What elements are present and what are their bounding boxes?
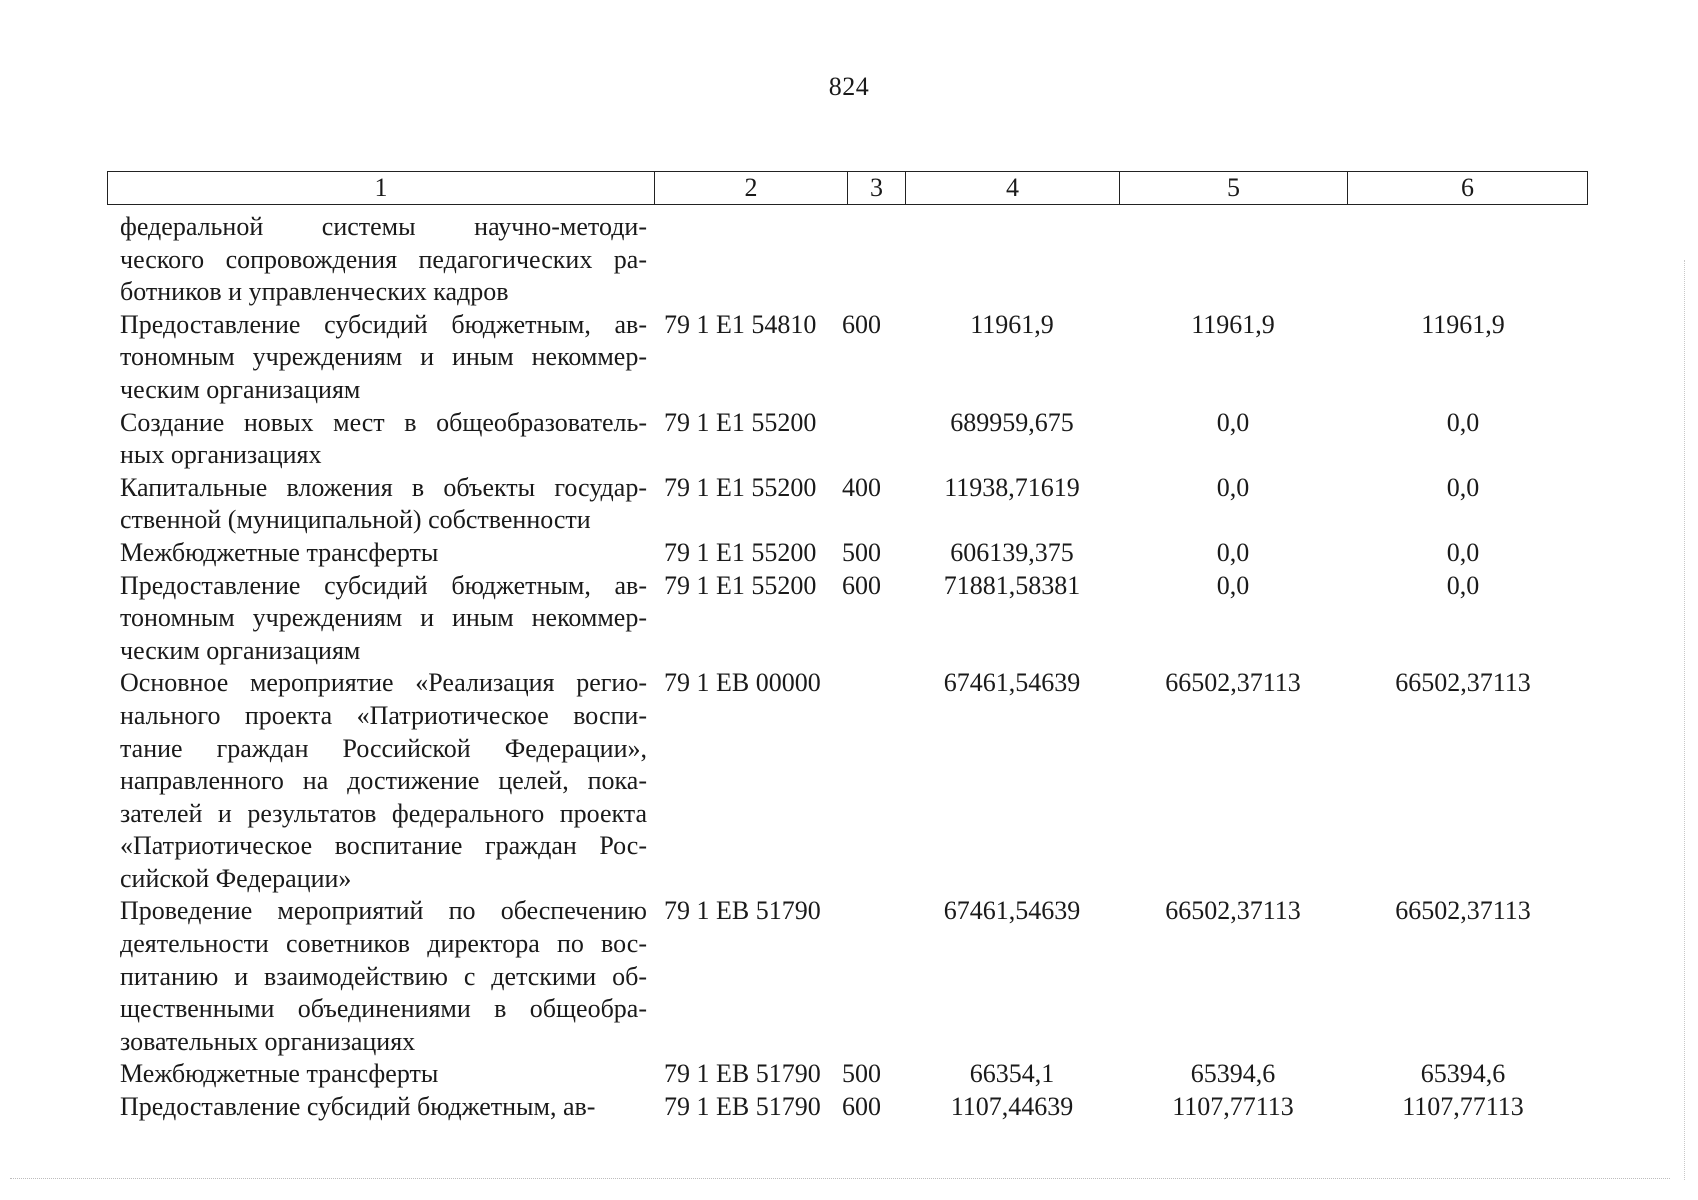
row-code: 79 1 E1 55200 (664, 472, 817, 502)
row-value-col6: 66502,37113 (1395, 668, 1531, 698)
row-description (107, 309, 647, 407)
row-code: 79 1 E1 55200 (664, 537, 817, 567)
page-number: 824 (828, 72, 870, 101)
description-line: Создание новых мест в общеобразователь- (120, 407, 647, 437)
description-line: тание граждан Российской Федерации», (120, 733, 647, 763)
description-line: направленного на достижение целей, пока- (120, 766, 647, 796)
description-line: Межбюджетные трансферты (120, 537, 439, 567)
row-code: 79 1 E1 55200 (664, 407, 817, 437)
row-value-col4: 71881,58381 (943, 570, 1081, 600)
header-col-3: 3 (848, 172, 906, 204)
row-value-col4: 11961,9 (970, 309, 1054, 339)
table-row (107, 1058, 1588, 1091)
table-row (107, 570, 1588, 668)
description-line: федеральной системы научно-методи- (120, 212, 647, 241)
description-line: тономным учреждениям и иным некоммер- (120, 342, 647, 372)
row-description (107, 570, 647, 668)
row-value-col6: 0,0 (1446, 570, 1480, 600)
row-value-col5: 11961,9 (1191, 309, 1275, 339)
row-value-col5: 66502,37113 (1165, 896, 1301, 926)
row-expense-type: 600 (842, 1092, 881, 1122)
table-row (107, 1091, 1588, 1124)
row-value-col5: 1107,77113 (1172, 1092, 1294, 1122)
row-code: 79 1 EB 51790 (664, 896, 821, 926)
row-value-col5: 0,0 (1216, 472, 1250, 502)
description-line: нального проекта «Патриотическое воспи- (120, 700, 647, 730)
table-row (107, 667, 1588, 895)
row-description (107, 211, 647, 309)
row-description (107, 1091, 647, 1124)
row-value-col5: 66502,37113 (1165, 668, 1301, 698)
row-value-col6: 0,0 (1446, 537, 1480, 567)
table-row (107, 407, 1588, 472)
row-value-col6: 1107,77113 (1402, 1092, 1524, 1122)
description-line: тономным учреждениям и иным некоммер- (120, 603, 647, 633)
description-line: зателей и результатов федерального проекта (120, 798, 647, 828)
header-col-5: 5 (1120, 172, 1348, 204)
row-value-col6: 65394,6 (1420, 1059, 1506, 1089)
description-line: Предоставление субсидий бюджетным, ав- (120, 309, 647, 339)
description-line: Проведение мероприятий по обеспечению (120, 896, 647, 926)
row-description (107, 1058, 647, 1091)
description-line: ческим организациям (120, 635, 361, 665)
description-line: питанию и взаимодействию с детскими об- (120, 961, 647, 991)
table-row (107, 537, 1588, 570)
row-expense-type: 500 (842, 537, 881, 567)
description-line: деятельности советников директора по вос- (120, 929, 647, 959)
description-line: ческого сопровождения педагогических ра- (120, 244, 647, 274)
row-description (107, 472, 647, 537)
row-value-col6: 0,0 (1446, 472, 1480, 502)
row-value-col4: 689959,675 (950, 407, 1074, 437)
row-description (107, 895, 647, 1058)
row-value-col4: 67461,54639 (943, 668, 1081, 698)
row-expense-type: 600 (842, 309, 881, 339)
description-line: Предоставление субсидий бюджетным, ав- (120, 570, 647, 600)
header-col-6: 6 (1461, 173, 1474, 202)
row-code: 79 1 EB 00000 (664, 668, 821, 698)
row-value-col4: 1107,44639 (950, 1092, 1074, 1122)
table-row (107, 895, 1588, 1058)
header-col-2: 2 (655, 172, 848, 204)
description-line: сийской Федерации» (120, 863, 352, 893)
row-value-col5: 0,0 (1216, 407, 1250, 437)
row-value-col4: 66354,1 (969, 1059, 1055, 1089)
row-value-col5: 0,0 (1216, 537, 1250, 567)
description-line: щественными объединениями в общеобра- (120, 994, 647, 1024)
row-code: 79 1 E1 54810 (664, 309, 817, 339)
table-body (107, 211, 1588, 1124)
row-value-col4: 67461,54639 (943, 896, 1081, 926)
table-row (107, 211, 1588, 309)
description-line: Предоставление субсидий бюджетным, ав- (120, 1092, 596, 1122)
header-col-1: 1 (108, 172, 655, 204)
row-expense-type: 400 (842, 472, 881, 502)
description-line: ческим организациям (120, 374, 361, 404)
row-code: 79 1 EB 51790 (664, 1059, 821, 1089)
description-line: «Патриотическое воспитание граждан Рос- (120, 831, 647, 861)
description-line: Основное мероприятие «Реализация регио- (120, 668, 647, 698)
scan-edge-line-right (1684, 260, 1685, 1180)
table-header (107, 171, 1588, 205)
row-value-col4: 11938,71619 (944, 472, 1080, 502)
row-description (107, 537, 647, 570)
description-line: ственной (муниципальной) собственности (120, 505, 591, 535)
header-col-4: 4 (906, 172, 1120, 204)
scan-edge-line (10, 1178, 1670, 1179)
description-line: зовательных организациях (120, 1026, 416, 1056)
table-row (107, 309, 1588, 407)
description-line: Межбюджетные трансферты (120, 1059, 439, 1089)
description-line: ботников и управленческих кадров (120, 277, 509, 307)
row-value-col6: 66502,37113 (1395, 896, 1531, 926)
row-value-col6: 0,0 (1446, 407, 1480, 437)
row-value-col4: 606139,375 (950, 537, 1074, 567)
row-code: 79 1 EB 51790 (664, 1092, 821, 1122)
row-description (107, 667, 647, 895)
row-description (107, 407, 647, 472)
row-expense-type: 500 (842, 1059, 881, 1089)
description-line: ных организациях (120, 440, 322, 470)
row-value-col6: 11961,9 (1421, 309, 1505, 339)
row-value-col5: 0,0 (1216, 570, 1250, 600)
table-row (107, 472, 1588, 537)
row-value-col5: 65394,6 (1190, 1059, 1276, 1089)
description-line: Капитальные вложения в объекты государ- (120, 472, 647, 502)
row-code: 79 1 E1 55200 (664, 570, 817, 600)
row-expense-type: 600 (842, 570, 881, 600)
